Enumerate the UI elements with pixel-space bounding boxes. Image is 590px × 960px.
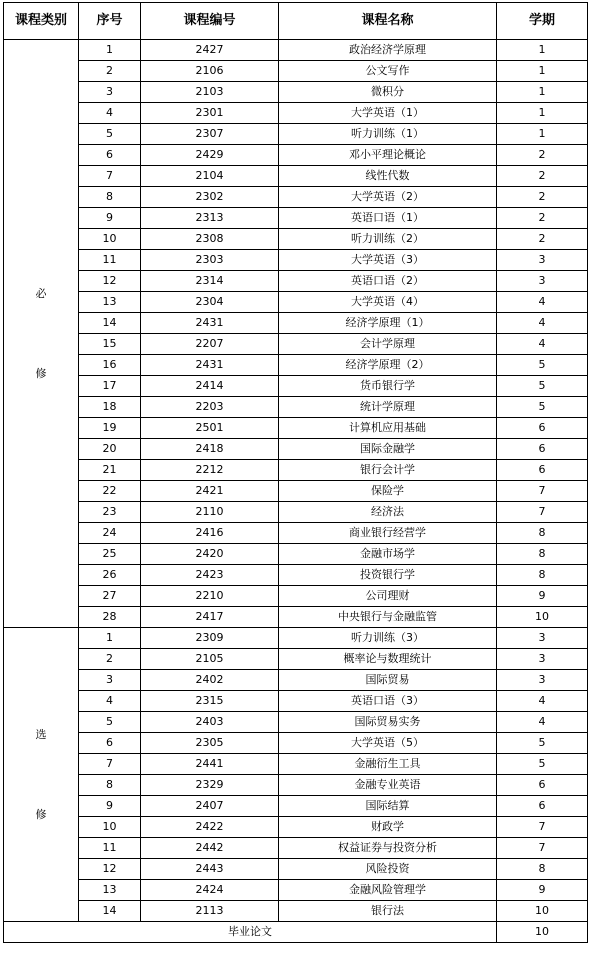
term-cell: 6 [497,775,588,796]
term-cell: 6 [497,418,588,439]
course-name-cell: 计算机应用基础 [279,418,497,439]
course-code-cell: 2203 [141,397,279,418]
term-cell: 4 [497,313,588,334]
seq-cell: 24 [79,523,141,544]
table-row [4,859,588,880]
course-name-cell: 国际贸易 [279,670,497,691]
table-row [4,208,588,229]
seq-cell: 4 [79,103,141,124]
seq-cell: 10 [79,229,141,250]
course-code-cell: 2414 [141,376,279,397]
course-name-cell: 金融衍生工具 [279,754,497,775]
course-code-cell: 2442 [141,838,279,859]
seq-cell: 22 [79,481,141,502]
course-name-cell: 统计学原理 [279,397,497,418]
seq-cell: 23 [79,502,141,523]
seq-cell: 11 [79,838,141,859]
seq-cell: 5 [79,712,141,733]
seq-cell: 8 [79,775,141,796]
course-name-cell: 货币银行学 [279,376,497,397]
course-code-cell: 2113 [141,901,279,922]
course-code-cell: 2402 [141,670,279,691]
seq-cell: 8 [79,187,141,208]
term-cell: 3 [497,670,588,691]
seq-cell: 13 [79,292,141,313]
course-name-cell: 大学英语（4） [279,292,497,313]
seq-cell: 2 [79,61,141,82]
course-code-cell: 2423 [141,565,279,586]
course-code-cell: 2110 [141,502,279,523]
course-name-cell: 公文写作 [279,61,497,82]
term-cell: 5 [497,754,588,775]
term-cell: 4 [497,712,588,733]
table-row [4,649,588,670]
term-cell: 7 [497,502,588,523]
seq-cell: 7 [79,166,141,187]
term-cell: 9 [497,586,588,607]
table-row [4,607,588,628]
seq-cell: 9 [79,796,141,817]
course-code-cell: 2417 [141,607,279,628]
course-code-cell: 2307 [141,124,279,145]
table-row [4,670,588,691]
table-row [4,376,588,397]
course-name-cell: 经济法 [279,502,497,523]
seq-cell: 1 [79,40,141,61]
seq-cell: 28 [79,607,141,628]
seq-cell: 27 [79,586,141,607]
course-code-cell: 2403 [141,712,279,733]
table-row [4,796,588,817]
course-code-cell: 2441 [141,754,279,775]
table-row [4,40,588,61]
course-name-cell: 线性代数 [279,166,497,187]
table-row [4,565,588,586]
seq-cell: 13 [79,880,141,901]
course-code-cell: 2305 [141,733,279,754]
course-name-cell: 邓小平理论概论 [279,145,497,166]
term-cell: 1 [497,82,588,103]
table-row [4,754,588,775]
term-cell: 7 [497,838,588,859]
seq-cell: 12 [79,271,141,292]
table-row [4,145,588,166]
course-name-cell: 英语口语（2） [279,271,497,292]
course-name-cell: 权益证券与投资分析 [279,838,497,859]
elective-category-label-bottom: 修 [35,807,47,821]
course-code-cell: 2313 [141,208,279,229]
term-cell: 8 [497,859,588,880]
course-code-cell: 2302 [141,187,279,208]
term-cell: 3 [497,250,588,271]
course-name-cell: 金融专业英语 [279,775,497,796]
table-row [4,124,588,145]
course-name-cell: 英语口语（3） [279,691,497,712]
term-cell: 1 [497,40,588,61]
seq-cell: 1 [79,628,141,649]
course-name-cell: 英语口语（1） [279,208,497,229]
course-code-cell: 2501 [141,418,279,439]
course-name-cell: 经济学原理（2） [279,355,497,376]
course-code-cell: 2424 [141,880,279,901]
table-row [4,166,588,187]
table-row [4,691,588,712]
seq-cell: 9 [79,208,141,229]
term-cell: 5 [497,376,588,397]
term-cell: 10 [497,901,588,922]
course-code-cell: 2308 [141,229,279,250]
required-category-label-bottom: 修 [35,366,47,380]
term-cell: 3 [497,649,588,670]
course-code-cell: 2315 [141,691,279,712]
table-row [4,901,588,922]
course-code-cell: 2207 [141,334,279,355]
header-code: 课程编号 [141,3,279,40]
course-name-cell: 概率论与数理统计 [279,649,497,670]
table-row [4,775,588,796]
course-name-cell: 听力训练（2） [279,229,497,250]
course-name-cell: 投资银行学 [279,565,497,586]
course-code-cell: 2210 [141,586,279,607]
course-code-cell: 2105 [141,649,279,670]
table-row [4,817,588,838]
term-cell: 6 [497,796,588,817]
course-code-cell: 2303 [141,250,279,271]
course-code-cell: 2429 [141,145,279,166]
course-code-cell: 2309 [141,628,279,649]
header-name: 课程名称 [279,3,497,40]
term-cell: 1 [497,124,588,145]
course-name-cell: 大学英语（2） [279,187,497,208]
course-name-cell: 财政学 [279,817,497,838]
elective-category-label-top: 选 [35,727,47,741]
header-term: 学期 [497,3,588,40]
thesis-term-cell: 10 [497,922,588,943]
term-cell: 8 [497,565,588,586]
header-row [4,3,588,40]
table-row [4,334,588,355]
term-cell: 4 [497,691,588,712]
course-code-cell: 2407 [141,796,279,817]
seq-cell: 17 [79,376,141,397]
course-code-cell: 2431 [141,355,279,376]
course-name-cell: 银行会计学 [279,460,497,481]
seq-cell: 19 [79,418,141,439]
table-row [4,418,588,439]
required-category-cell [4,40,79,628]
course-code-cell: 2421 [141,481,279,502]
term-cell: 4 [497,292,588,313]
term-cell: 2 [497,145,588,166]
seq-cell: 21 [79,460,141,481]
seq-cell: 6 [79,145,141,166]
course-code-cell: 2104 [141,166,279,187]
thesis-name-cell: 毕业论文 [4,922,497,943]
table-row [4,733,588,754]
term-cell: 2 [497,229,588,250]
term-cell: 2 [497,187,588,208]
term-cell: 8 [497,523,588,544]
seq-cell: 14 [79,313,141,334]
table-row [4,880,588,901]
term-cell: 9 [497,880,588,901]
table-row [4,271,588,292]
course-name-cell: 微积分 [279,82,497,103]
course-name-cell: 国际贸易实务 [279,712,497,733]
seq-cell: 16 [79,355,141,376]
term-cell: 5 [497,397,588,418]
seq-cell: 2 [79,649,141,670]
course-code-cell: 2418 [141,439,279,460]
course-code-cell: 2304 [141,292,279,313]
required-category-label-top: 必 [35,286,47,300]
header-seq: 序号 [79,3,141,40]
seq-cell: 25 [79,544,141,565]
course-name-cell: 听力训练（1） [279,124,497,145]
table-row [4,355,588,376]
course-code-cell: 2422 [141,817,279,838]
course-code-cell: 2329 [141,775,279,796]
table-row [4,250,588,271]
seq-cell: 7 [79,754,141,775]
seq-cell: 26 [79,565,141,586]
course-name-cell: 公司理财 [279,586,497,607]
seq-cell: 3 [79,82,141,103]
course-name-cell: 大学英语（1） [279,103,497,124]
course-name-cell: 金融风险管理学 [279,880,497,901]
elective-category-cell [4,628,79,922]
seq-cell: 15 [79,334,141,355]
seq-cell: 4 [79,691,141,712]
term-cell: 10 [497,607,588,628]
course-name-cell: 政治经济学原理 [279,40,497,61]
course-code-cell: 2420 [141,544,279,565]
table-row [4,439,588,460]
course-code-cell: 2427 [141,40,279,61]
course-code-cell: 2212 [141,460,279,481]
table-row [4,523,588,544]
table-row [4,712,588,733]
course-name-cell: 商业银行经营学 [279,523,497,544]
term-cell: 3 [497,628,588,649]
table-row [4,838,588,859]
course-code-cell: 2416 [141,523,279,544]
table-row [4,292,588,313]
course-name-cell: 银行法 [279,901,497,922]
table-row [4,61,588,82]
term-cell: 2 [497,208,588,229]
seq-cell: 11 [79,250,141,271]
seq-cell: 12 [79,859,141,880]
course-name-cell: 国际金融学 [279,439,497,460]
term-cell: 7 [497,817,588,838]
course-name-cell: 国际结算 [279,796,497,817]
term-cell: 5 [497,733,588,754]
course-name-cell: 听力训练（3） [279,628,497,649]
header-category: 课程类别 [4,3,79,40]
table-row [4,397,588,418]
table-row [4,82,588,103]
term-cell: 7 [497,481,588,502]
course-code-cell: 2443 [141,859,279,880]
term-cell: 2 [497,166,588,187]
course-name-cell: 保险学 [279,481,497,502]
seq-cell: 3 [79,670,141,691]
table-row [4,460,588,481]
table-row [4,103,588,124]
course-code-cell: 2314 [141,271,279,292]
course-name-cell: 中央银行与金融监管 [279,607,497,628]
term-cell: 1 [497,61,588,82]
table-row [4,229,588,250]
course-name-cell: 大学英语（3） [279,250,497,271]
thesis-row [4,922,588,943]
term-cell: 3 [497,271,588,292]
table-row [4,502,588,523]
seq-cell: 5 [79,124,141,145]
course-code-cell: 2301 [141,103,279,124]
course-name-cell: 大学英语（5） [279,733,497,754]
seq-cell: 18 [79,397,141,418]
course-name-cell: 金融市场学 [279,544,497,565]
term-cell: 8 [497,544,588,565]
seq-cell: 6 [79,733,141,754]
term-cell: 4 [497,334,588,355]
table-row [4,187,588,208]
course-name-cell: 会计学原理 [279,334,497,355]
table-row [4,586,588,607]
seq-cell: 14 [79,901,141,922]
course-code-cell: 2103 [141,82,279,103]
course-code-cell: 2106 [141,61,279,82]
course-code-cell: 2431 [141,313,279,334]
table-row [4,628,588,649]
term-cell: 5 [497,355,588,376]
table-row [4,313,588,334]
table-row [4,544,588,565]
term-cell: 1 [497,103,588,124]
seq-cell: 10 [79,817,141,838]
course-name-cell: 经济学原理（1） [279,313,497,334]
course-name-cell: 风险投资 [279,859,497,880]
seq-cell: 20 [79,439,141,460]
term-cell: 6 [497,460,588,481]
table-row [4,481,588,502]
course-plan-table [3,2,588,943]
term-cell: 6 [497,439,588,460]
